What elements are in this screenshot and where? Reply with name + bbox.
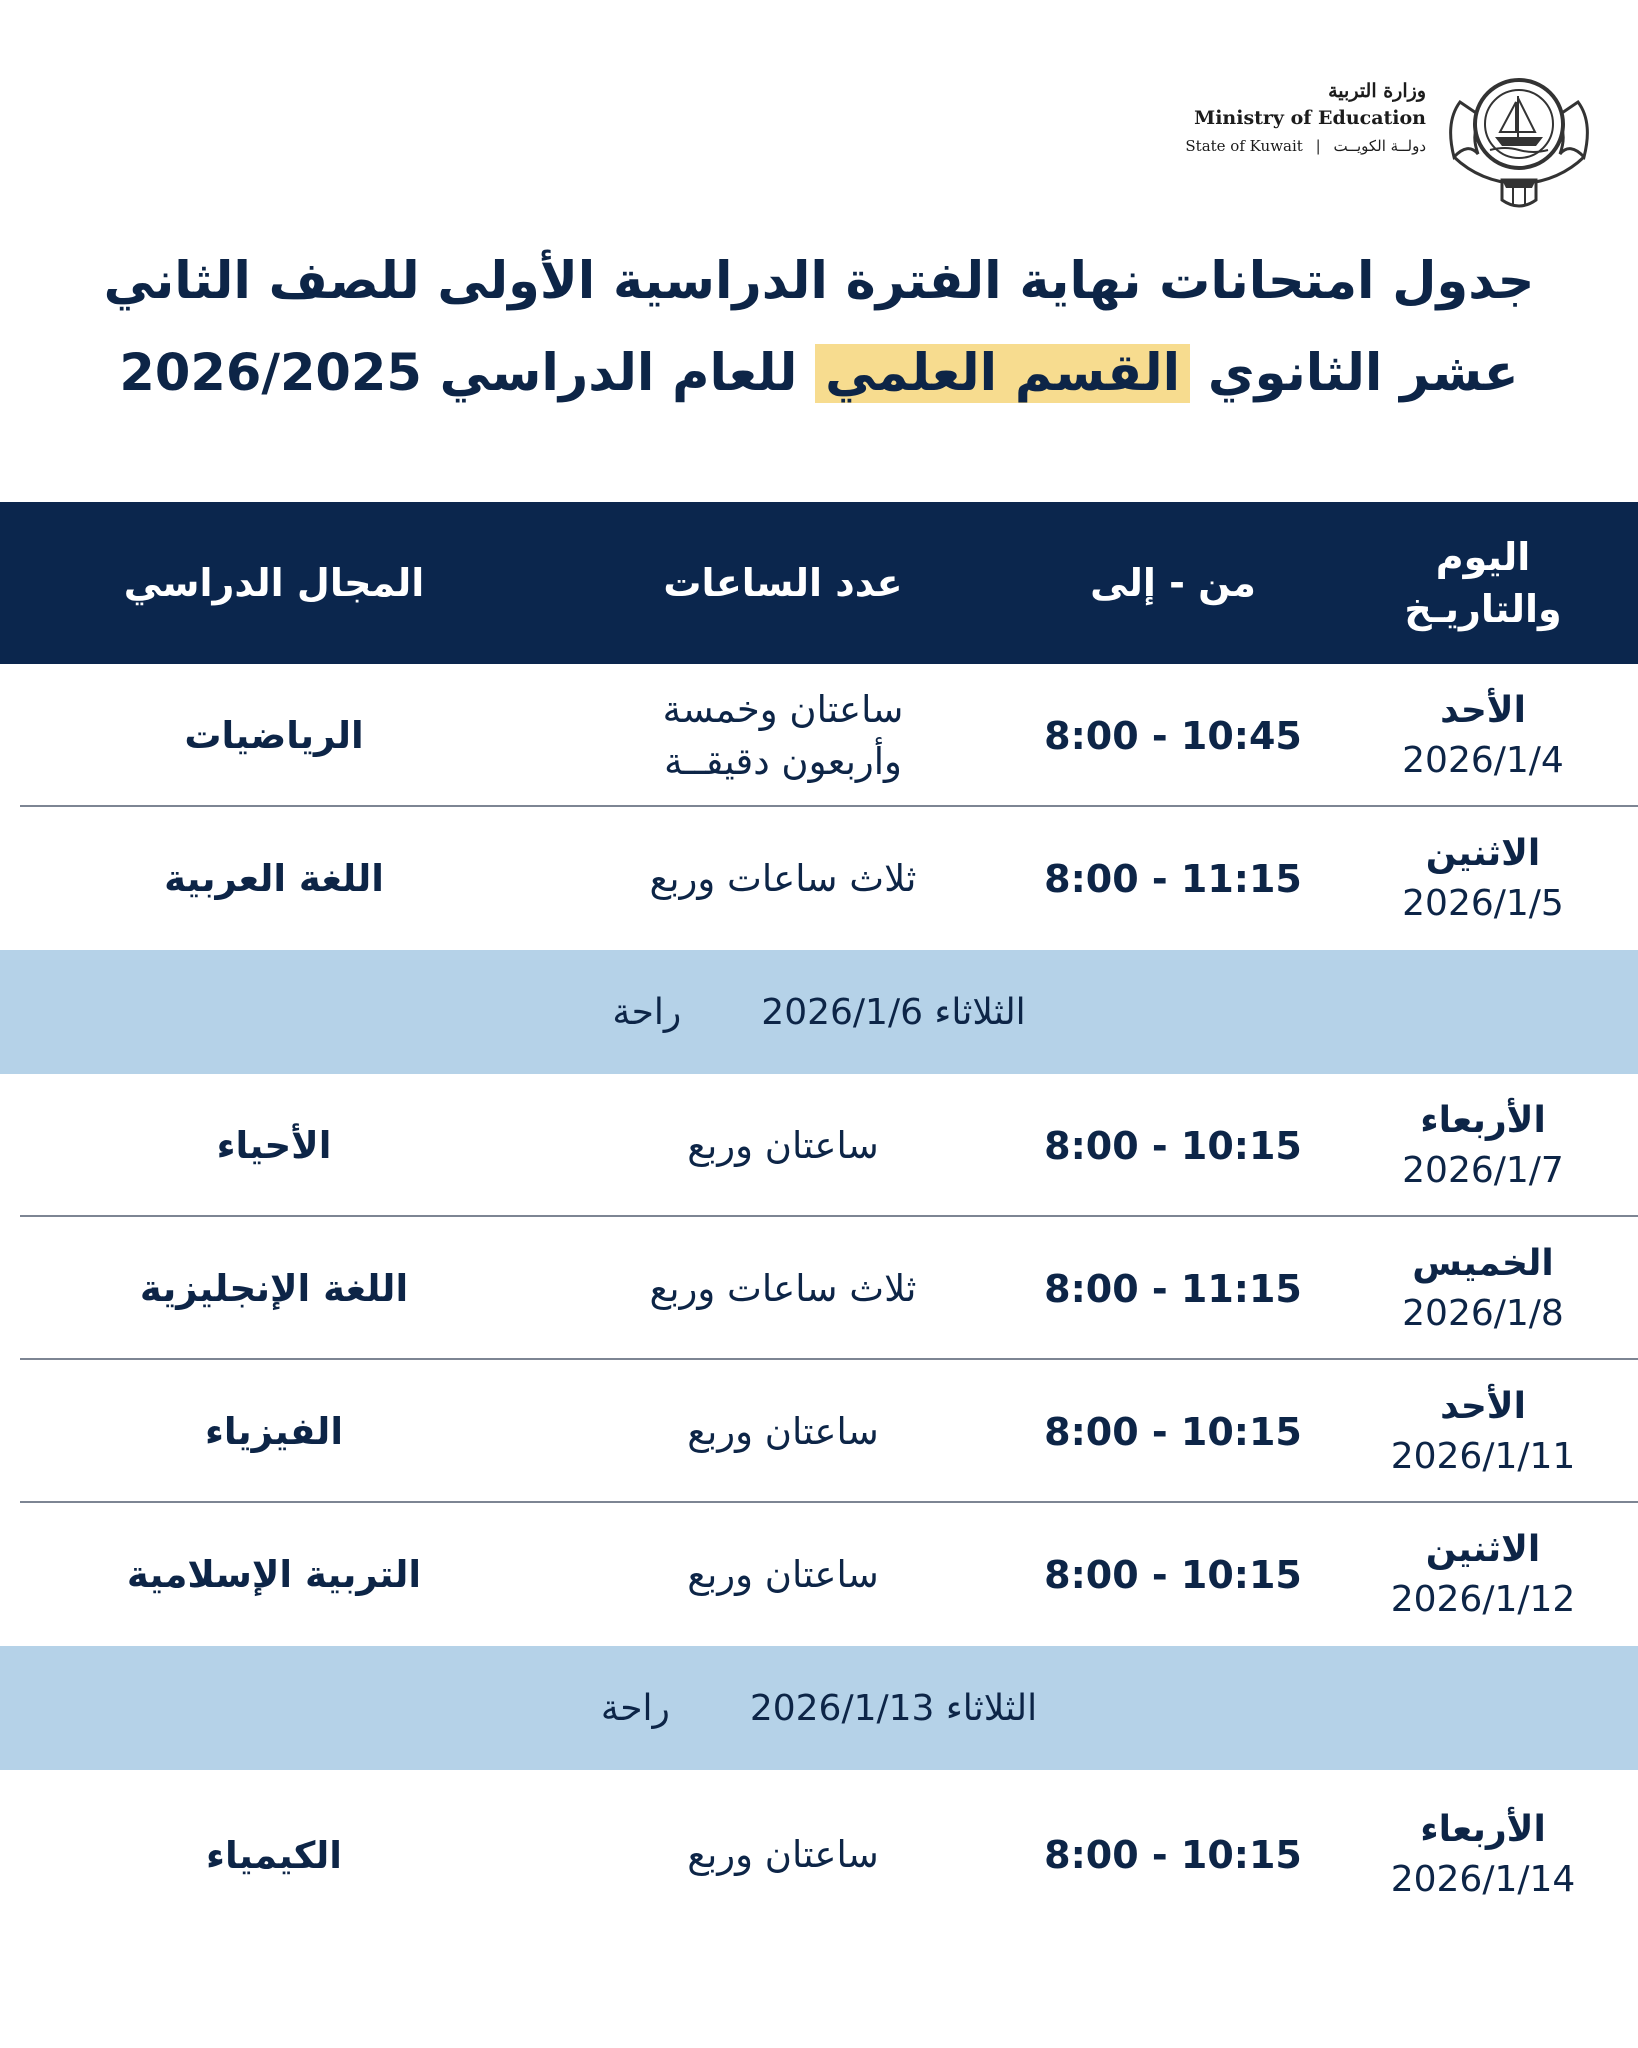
header-day-label: اليوم bbox=[1435, 535, 1531, 579]
day-date: 2026/1/8 bbox=[1402, 1292, 1564, 1334]
rest-day-label: راحة bbox=[600, 1687, 670, 1729]
header-time: من - إلى bbox=[1090, 561, 1256, 605]
rest-day-label: راحة bbox=[612, 991, 682, 1033]
title-line-2-pre: عشر الثانوي bbox=[1207, 344, 1519, 403]
time-cell: 8:00 - 11:15 bbox=[1044, 856, 1302, 901]
header-hours: عدد الساعات bbox=[663, 561, 903, 605]
hours-cell: ثلاث ساعات وربع bbox=[649, 856, 917, 900]
ministry-logo-block bbox=[998, 62, 1598, 212]
day-cell bbox=[1328, 1805, 1638, 1905]
day-date: 2026/1/12 bbox=[1390, 1578, 1576, 1620]
subject-cell: الكيمياء bbox=[206, 1833, 342, 1877]
table-header bbox=[0, 502, 1638, 664]
header-date-label: والتاريـخ bbox=[1404, 587, 1562, 631]
table-row bbox=[0, 1217, 1638, 1360]
hours-cell bbox=[548, 684, 1018, 788]
day-cell bbox=[1328, 1096, 1638, 1196]
hours-cell: ساعتان وربع bbox=[687, 1833, 879, 1876]
header-day-date bbox=[1328, 531, 1638, 635]
subject-cell: الأحياء bbox=[216, 1124, 332, 1167]
table-row bbox=[0, 1770, 1638, 1940]
day-name: الاثنين bbox=[1425, 832, 1541, 874]
time-cell: 8:00 - 10:15 bbox=[1044, 1833, 1302, 1877]
hours-cell: ساعتان وربع bbox=[687, 1552, 879, 1596]
ministry-name bbox=[1185, 78, 1426, 160]
day-cell bbox=[1328, 829, 1638, 929]
day-cell bbox=[1328, 1525, 1638, 1625]
time-cell: 8:00 - 11:15 bbox=[1044, 1266, 1302, 1311]
day-cell bbox=[1328, 686, 1638, 786]
day-name: الأحد bbox=[1440, 1385, 1526, 1427]
page-title bbox=[80, 236, 1558, 420]
rest-day-date: الثلاثاء 2026/1/6 bbox=[761, 991, 1026, 1033]
time-cell: 8:00 - 10:15 bbox=[1044, 1409, 1302, 1454]
rest-day-row bbox=[0, 950, 1638, 1074]
day-name: الخميس bbox=[1412, 1242, 1554, 1284]
subject-cell: الفيزياء bbox=[204, 1410, 344, 1453]
time-cell: 8:00 - 10:45 bbox=[1044, 713, 1302, 758]
day-date: 2026/1/14 bbox=[1390, 1859, 1576, 1900]
day-date: 2026/1/4 bbox=[1402, 739, 1564, 781]
time-cell: 8:00 - 10:15 bbox=[1044, 1552, 1302, 1597]
exam-schedule-table bbox=[0, 502, 1638, 1940]
table-row bbox=[0, 1074, 1638, 1217]
table-row bbox=[0, 1503, 1638, 1646]
day-name: الاثنين bbox=[1425, 1528, 1541, 1570]
hours-cell: ساعتان وربع bbox=[687, 1409, 879, 1453]
state-name-ar: دولــة الكويــت bbox=[1333, 137, 1426, 155]
hours-cell: ساعتان وربع bbox=[687, 1123, 879, 1167]
hours-cell: ثلاث ساعات وربع bbox=[649, 1266, 917, 1310]
table-row bbox=[0, 1360, 1638, 1503]
subject-cell: اللغة الإنجليزية bbox=[139, 1267, 409, 1310]
day-date: 2026/1/5 bbox=[1402, 882, 1564, 924]
table-row bbox=[0, 807, 1638, 950]
header-subject: المجال الدراسي bbox=[123, 561, 425, 605]
hours-line-1: ساعتان وخمسة bbox=[662, 687, 904, 731]
day-name: الأربعاء bbox=[1420, 1809, 1546, 1850]
kuwait-emblem-icon bbox=[1440, 62, 1598, 212]
ministry-name-en: Ministry of Education bbox=[1194, 107, 1426, 129]
table-row bbox=[0, 664, 1638, 807]
subject-cell: الرياضيات bbox=[184, 714, 364, 757]
day-name: الأربعاء bbox=[1420, 1099, 1546, 1141]
rest-day-date: الثلاثاء 2026/1/13 bbox=[749, 1687, 1038, 1729]
day-cell bbox=[1328, 1239, 1638, 1339]
day-date: 2026/1/11 bbox=[1390, 1435, 1576, 1477]
day-name: الأحد bbox=[1440, 689, 1526, 731]
rest-day-row bbox=[0, 1646, 1638, 1770]
subject-cell: التربية الإسلامية bbox=[126, 1553, 422, 1596]
hours-line-2: وأربعون دقيقــة bbox=[664, 739, 902, 783]
title-line-2-post: للعام الدراسي 2026/2025 bbox=[119, 344, 798, 403]
time-cell: 8:00 - 10:15 bbox=[1044, 1123, 1302, 1168]
state-separator: | bbox=[1315, 137, 1321, 155]
state-name-en: State of Kuwait bbox=[1185, 137, 1303, 155]
title-line-2 bbox=[80, 328, 1558, 420]
title-highlight: القسم العلمي bbox=[815, 344, 1190, 403]
title-line-1: جدول امتحانات نهاية الفترة الدراسية الأولى للصف الثاني bbox=[103, 252, 1535, 311]
state-name bbox=[1185, 132, 1426, 160]
day-date: 2026/1/7 bbox=[1402, 1149, 1564, 1191]
subject-cell: اللغة العربية bbox=[164, 857, 384, 900]
ministry-name-ar: وزارة التربية bbox=[1328, 80, 1426, 102]
day-cell bbox=[1328, 1382, 1638, 1482]
